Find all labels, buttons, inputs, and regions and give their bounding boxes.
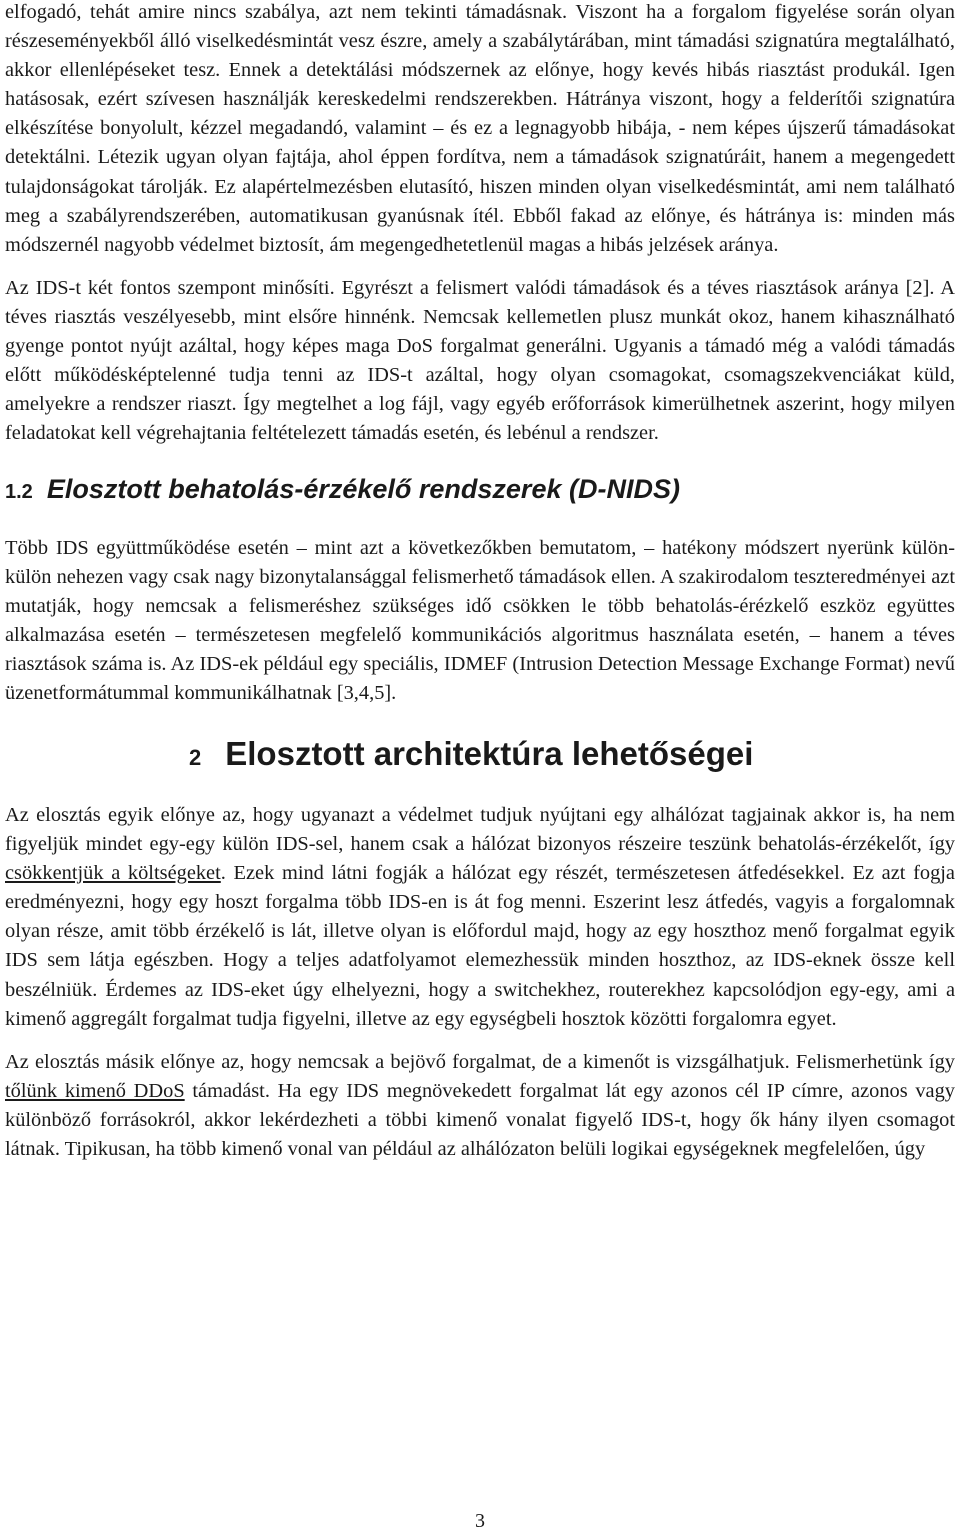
section-heading-1-2 — [5, 469, 680, 512]
paragraph-text: támadást. Ha egy IDS megnövekedett forgalmat lát egy azonos cél IP címre, azonos vagy különböző forrásokról, akkor lekérdezheti a többi kimenő vonalat figyelő IDS-t, hogy ők hány ilyen csomagot látnak. Tipikusan, ha több kimenő vonal van például az alhálózaton belüli logikai egységeknek megfelelően, úgy — [5, 1080, 955, 1161]
underlined-phrase: csökkentjük a költségeket — [5, 862, 221, 885]
chapter-heading-2 — [189, 731, 753, 781]
chapter-title: Elosztott architektúra lehetőségei — [225, 735, 754, 772]
paragraph-signature-detection: elfogadó, tehát amire nincs szabálya, azt nem tekinti támadásnak. Viszont ha a forgalom figyelése során olyan részeseményekből álló viselkedésmintát vesz észre, amely a szabálytárában, mint támadási szignatúra megtalálható, akkor ellenlépéseket tesz. Ennek a detektálási módszernek az előnye, hogy kevés hibás riasztást produkál. Igen hatásosak, ezért szívesen használják kereskedelmi rendszerekben. Hátránya viszont, hogy a felderítői szignatúra elkészítése bonyolult, kézzel megadandó, valamint – és ez a legnagyobb hibája, - nem képes újszerű támadásokat detektálni. Létezik ugyan olyan fajtája, ahol éppen fordítva, nem a támadások szignatúráit, hanem a megengedett tulajdonságokat tárolják. Ez alapértelmezésben elutasító, hiszen minden olyan viselkedésmintát, ami nem található meg a szabályrendszerében, automatikusan gyanúsnak ítél. Ebből fakad az előnye, és hátránya is: minden más módszernél nagyobb védelmet biztosít, ám megengedhetetlenül magas a hibás jelzések aránya. — [5, 1, 955, 256]
paragraph-text: Több IDS együttműködése esetén – mint azt a következőkben bemutatom, – hatékony módszert nyerünk külön-külön nehezen vagy csak nagy bizonytalansággal felismerhető támadások ellen. A szakirodalom teszteredményei azt mutatják, hogy nemcsak a felismeréshez szükséges idő csökken le több behatolás-érézkelő eszköz együttes alkalmazása esetén – természetesen megfelelő kommunikációs algoritmus használata esetén, – hanem a téves riasztások száma is. Az IDS-ek például egy speciális, IDMEF (Intrusion Detection Message Exchange Format) nevű üzenetformátummal kommunikálhatnak [3,4,5]. — [5, 537, 955, 705]
paragraph-text: Az elosztás másik előnye az, hogy nemcsak a bejövő forgalmat, de a kimenőt is vizsgálhatjuk. Felismerhetünk így — [5, 1051, 955, 1073]
paragraph-ids-criteria-visible: Az IDS-t két fontos szempont minősíti. Egyrészt a felismert valódi támadások és a téves riasztások aránya [2]. A téves riasztás veszélyesebb, mint elsőre hinnénk. Nemcsak kellemetlen plusz munkát okoz, hanem kihasználható gyenge pontot nyújt azáltal, hogy képes maga DoS forgalmat generálni. Ugyanis a támadó még a valódi támadás előtt működésképtelenné tudja tenni az IDS-t azáltal, hogy olyan csomagokat, csomagszekvenciákat küld, amelyekre a rendszer riaszt. Így megtelhet a log fájl, vagy egyéb erőforrások kimerülhetnek aszerint, hogy milyen feladatokat kell végrehajtania feltételezett támadás esetén, és lebénul a rendszer. — [5, 277, 955, 445]
paragraph-ids-cooperation — [5, 534, 955, 709]
section-number: 1.2 — [5, 481, 33, 503]
paragraph-distribution-advantage-1 — [5, 801, 955, 1034]
page-number: 3 — [475, 1510, 485, 1532]
paragraph-distribution-advantage-2 — [5, 1048, 955, 1164]
paragraph-text: . Ezek mind látni fogják a hálózat egy részét, természetesen átfedésekkel. Ez azt fogja eredményezni, hogy egy hoszt forgalma több IDS-en is át fog menni. Eszerint lesz átfedés, vagyis a forgalomnak olyan része, amit több érzékelő is lát, illetve olyan is előfordul majd, hogy az egy hoszthoz menő forgalmat egyik IDS sem látja egészben. Hogy a teljes adatfolyamot elemezhessük minden hoszthoz, az IDS-eknek össze kell beszélniük. Érdemes az IDS-eket úgy elhelyezni, hogy a switchekhez, routerekhez kapcsolódjon egy-egy, ami a kimenő aggregált forgalmat tudja figyelni, illetve az egy egységbeli hosztok közötti forgalomra egyet. — [5, 862, 955, 1030]
chapter-number: 2 — [189, 745, 202, 770]
paragraph-text: Az elosztás egyik előnye az, hogy ugyanazt a védelmet tudjuk nyújtani egy alhálózat tagjainak akkor is, ha nem figyeljük mindet egy-egy külön IDS-sel, hanem csak a hálózat bizonyos részeire teszünk behatolás-érzékelőt, így — [5, 804, 955, 856]
underlined-phrase: tőlünk kimenő DDoS — [5, 1080, 185, 1103]
section-title: Elosztott behatolás-érzékelő rendszerek (D-NIDS) — [46, 474, 680, 504]
